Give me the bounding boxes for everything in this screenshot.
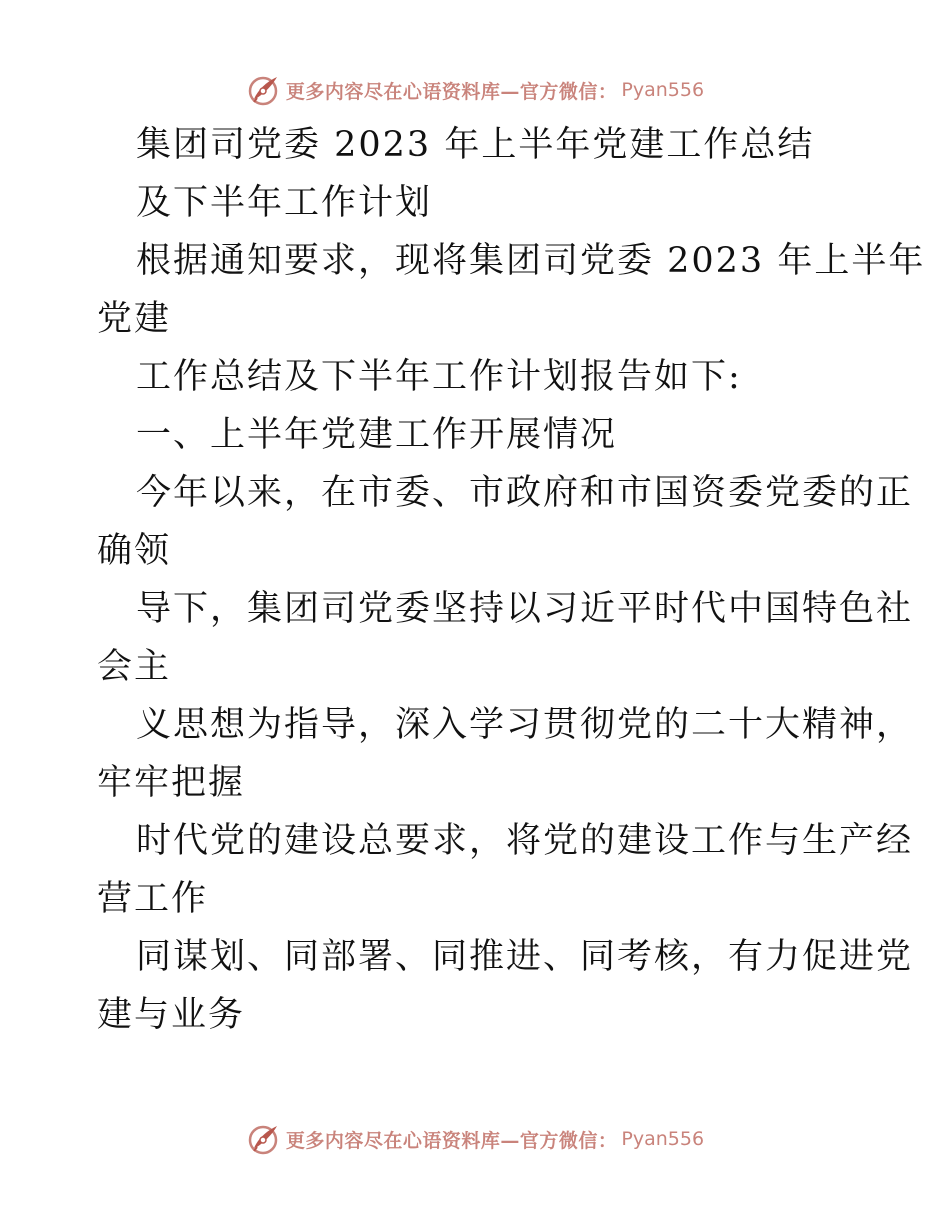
paragraph-line: 工作总结及下半年工作计划报告如下: (136, 357, 742, 397)
paragraph-line: 义思想为指导，深入学习贯彻党的二十大精神， (136, 705, 914, 745)
paragraph-line: 导下，集团司党委坚持以习近平时代中国特色社 (136, 589, 914, 629)
section-heading: 一、上半年党建工作开展情况 (136, 415, 618, 455)
header-banner-text: 更多内容尽在心语资料库—官方微信： (285, 80, 618, 103)
header-wechat-id: Pyan556 (621, 79, 705, 101)
paragraph-line: 党建 (97, 299, 172, 339)
paragraph-line: 时代党的建设总要求，将党的建设工作与生产经 (136, 821, 914, 861)
document-body (97, 116, 926, 1044)
paragraph-line: 牢牢把握 (97, 763, 246, 803)
paragraph-line: 确领 (97, 531, 172, 571)
footer-watermark-banner (0, 1119, 950, 1159)
paragraph-line: 根据通知要求，现将集团司党委 2023 年上半年 (136, 241, 926, 281)
paragraph-line: 建与业务 (97, 995, 246, 1035)
title-line-2: 及下半年工作计划 (136, 183, 433, 223)
quill-pen-logo-icon (246, 72, 282, 108)
paragraph-line: 会主 (97, 647, 172, 687)
paragraph-line: 今年以来，在市委、市政府和市国资委党委的正 (136, 473, 914, 513)
paragraph-line: 同谋划、同部署、同推进、同考核，有力促进党 (136, 937, 914, 977)
quill-pen-logo-icon (246, 1121, 282, 1157)
title-line-1: 集团司党委 2023 年上半年党建工作总结 (136, 125, 815, 165)
paragraph-line: 营工作 (97, 879, 209, 919)
footer-wechat-id: Pyan556 (621, 1128, 705, 1150)
footer-banner-text: 更多内容尽在心语资料库—官方微信： (285, 1129, 618, 1152)
header-watermark-banner (0, 70, 950, 110)
